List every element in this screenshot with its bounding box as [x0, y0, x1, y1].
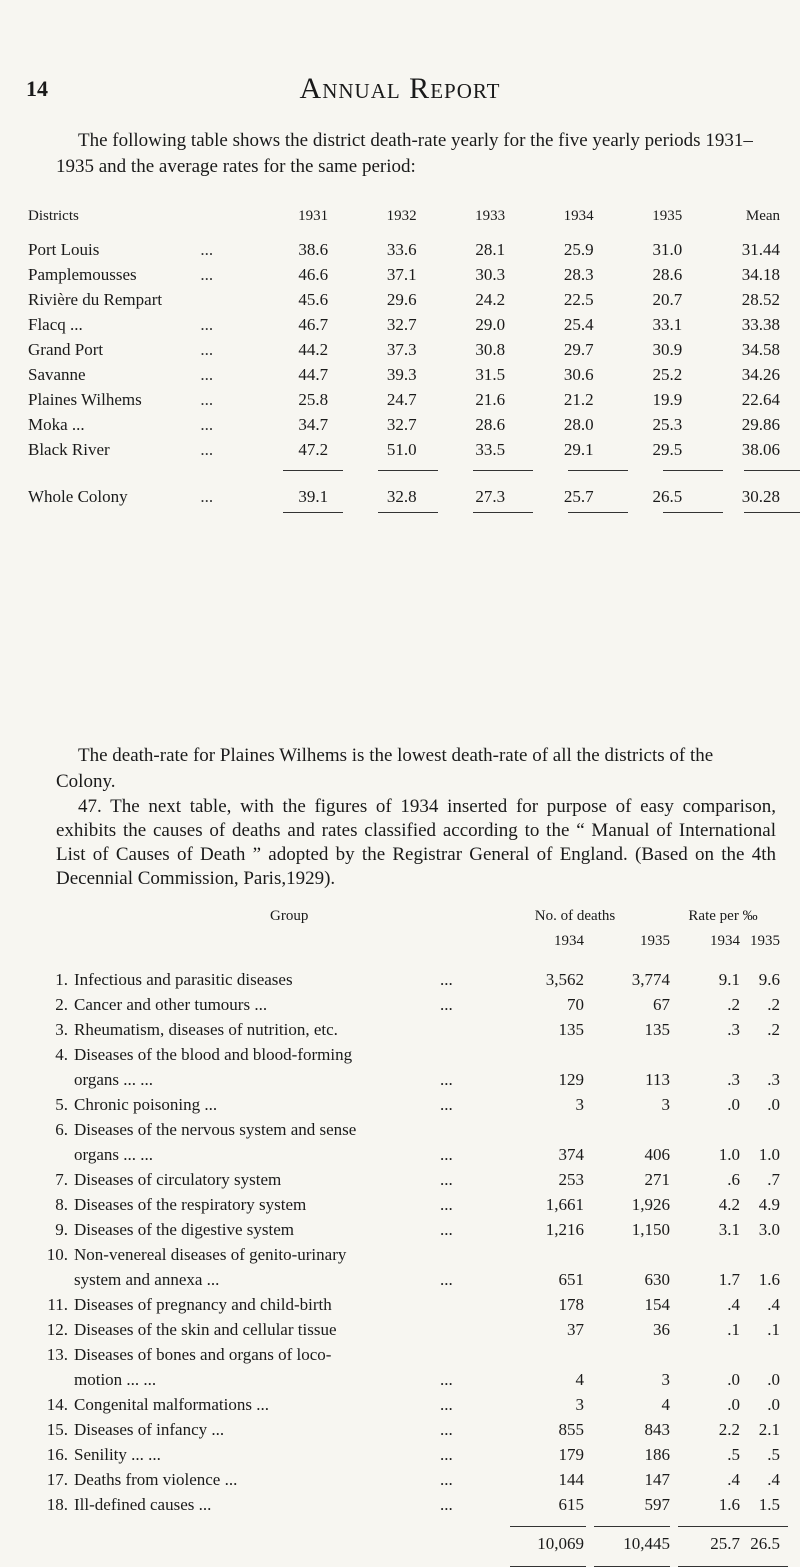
cause-value: 179 [558, 1445, 584, 1464]
cause-number: 13. [46, 1345, 68, 1364]
district-row [28, 412, 780, 437]
cause-row [0, 1295, 800, 1320]
leader-dots: ... [200, 439, 214, 459]
rate-cell: 34.58 [741, 339, 781, 359]
leader-dots: ... [200, 314, 214, 334]
cause-number: 6. [55, 1120, 68, 1139]
cause-label: Rheumatism, diseases of nutrition, etc. [74, 1020, 338, 1039]
rate-cell: 38.6 [298, 239, 329, 259]
cause-value: .2 [767, 995, 780, 1014]
rate-cell: 45.6 [298, 289, 329, 309]
leader-dots: ... [440, 1420, 453, 1439]
cause-number: 17. [46, 1470, 68, 1489]
cause-number: 8. [55, 1195, 68, 1214]
leader-dots: ... [440, 1095, 453, 1114]
rate-cell: 46.7 [298, 314, 329, 334]
cause-value: .5 [767, 1445, 780, 1464]
cause-value: 3 [661, 1370, 670, 1389]
rate-cell: 19.9 [652, 389, 683, 409]
cause-row [0, 995, 800, 1020]
total-rule [594, 1526, 670, 1527]
rate-cell: 44.7 [298, 364, 329, 384]
rate-cell: 25.9 [563, 239, 594, 259]
rate-cell: 25.2 [652, 364, 683, 384]
total-gap [28, 462, 780, 484]
cause-value: 3.1 [718, 1220, 740, 1239]
cause-label: organs ... ... [74, 1145, 154, 1164]
rate-cell: 34.18 [741, 264, 781, 284]
total-rule [744, 470, 800, 471]
cause-value: 1,661 [545, 1195, 584, 1214]
cause-value: .5 [727, 1445, 740, 1464]
rate-cell: 21.2 [563, 389, 594, 409]
header-year: 1935 [652, 207, 683, 224]
rate-cell: 25.4 [563, 314, 594, 334]
rate-cell: 33.6 [386, 239, 417, 259]
plaines-wilhems-note: The death-rate for Plaines Wilhems is the lowest death-rate of all the districts of the Colony. [56, 745, 714, 792]
cause-label: Ill-defined causes ... [74, 1495, 212, 1514]
cause-label: Congenital malformations ... [74, 1395, 269, 1414]
cause-value: 144 [558, 1470, 584, 1489]
cause-row [0, 1020, 800, 1045]
rate-cell: 29.0 [475, 314, 506, 334]
cause-value: 1.0 [758, 1145, 780, 1164]
cause-value: 154 [644, 1295, 670, 1314]
page-number: 14 [26, 76, 48, 101]
rate-cell: 37.1 [386, 264, 417, 284]
header-rate: Rate per ‰ [688, 908, 758, 924]
header-year: 1931 [298, 207, 329, 224]
cause-value: 253 [558, 1170, 584, 1189]
total-value: 26.5 [750, 1534, 780, 1553]
rate-cell: 22.5 [563, 289, 594, 309]
rate-cell: 26.5 [652, 486, 683, 506]
cause-value: 615 [558, 1495, 584, 1514]
rate-cell: 28.1 [475, 239, 506, 259]
cause-value: .2 [727, 995, 740, 1014]
total-rule [663, 512, 723, 513]
cause-value: .0 [727, 1395, 740, 1414]
causes-header-1 [0, 908, 800, 933]
leader-dots: ... [200, 239, 214, 259]
cause-value: 4.9 [758, 1195, 780, 1214]
rate-cell: 31.44 [741, 239, 781, 259]
cause-value: .3 [727, 1020, 740, 1039]
rate-cell: 32.7 [386, 414, 417, 434]
cause-value: 651 [558, 1270, 584, 1289]
cause-value: 4 [575, 1370, 584, 1389]
rate-cell: 29.1 [563, 439, 594, 459]
district-row [28, 262, 780, 287]
rate-cell: 29.86 [741, 414, 781, 434]
total-rule [473, 470, 533, 471]
cause-number: 5. [55, 1095, 68, 1114]
cause-value: 2.2 [718, 1420, 740, 1439]
cause-row [0, 1395, 800, 1420]
rate-cell: 25.3 [652, 414, 683, 434]
cause-row [0, 1270, 800, 1295]
cause-label: Non-venereal diseases of genito-urinary [74, 1245, 347, 1264]
cause-number: 7. [55, 1170, 68, 1189]
cause-value: 406 [644, 1145, 670, 1164]
cause-label: Diseases of bones and organs of loco- [74, 1345, 332, 1364]
paragraph-47: 47. The next table, with the figures of 1934 inserted for purpose of easy comparison, exhibits the causes of deaths and rates classified according to the “ Manual of International List of Causes of Death ” adopted by the Registrar General of England. (Based on the 4th Decennial Commission, Paris,1929). [56, 796, 776, 889]
district-name: Whole Colony [28, 486, 128, 506]
district-table-header [28, 203, 780, 229]
whole-colony-row [28, 484, 780, 509]
cause-value: 3,562 [545, 970, 584, 989]
leader-dots: ... [440, 1170, 453, 1189]
total-rule [283, 512, 343, 513]
cause-label: motion ... ... [74, 1370, 157, 1389]
leader-dots: ... [440, 1220, 453, 1239]
leader-dots: ... [440, 1470, 453, 1489]
district-row [28, 387, 780, 412]
cause-label: organs ... ... [74, 1070, 154, 1089]
cause-label: Cancer and other tumours ... [74, 995, 268, 1014]
total-rule [678, 1526, 742, 1527]
cause-value: 1.0 [718, 1145, 740, 1164]
cause-value: .0 [727, 1095, 740, 1114]
leader-dots: ... [440, 1145, 453, 1164]
cause-number: 15. [46, 1420, 68, 1439]
leader-dots: ... [200, 486, 214, 506]
rate-cell: 21.6 [475, 389, 506, 409]
cause-row [0, 1470, 800, 1495]
rate-cell: 27.3 [475, 486, 506, 506]
cause-value: .4 [767, 1295, 780, 1314]
cause-value: .4 [727, 1470, 740, 1489]
cause-label: Diseases of the digestive system [74, 1220, 295, 1239]
cause-value: 9.1 [718, 970, 740, 989]
cause-number: 14. [46, 1395, 68, 1414]
district-name: Rivière du Rempart [28, 289, 163, 309]
cause-value: 147 [644, 1470, 670, 1489]
rate-cell: 30.28 [741, 486, 781, 506]
leader-dots: ... [440, 970, 453, 989]
rate-cell: 30.6 [563, 364, 594, 384]
cause-value: 1.6 [758, 1270, 780, 1289]
leader-dots: ... [200, 264, 214, 284]
cause-row [0, 1370, 800, 1395]
rate-cell: 29.5 [652, 439, 683, 459]
cause-label: Senility ... ... [74, 1445, 161, 1464]
rate-cell: 25.7 [563, 486, 594, 506]
cause-value: .0 [767, 1095, 780, 1114]
cause-value: .6 [727, 1170, 740, 1189]
leader-dots: ... [440, 995, 453, 1014]
header-group: Group [270, 908, 309, 924]
rate-cell: 24.2 [475, 289, 506, 309]
rate-cell: 28.0 [563, 414, 594, 434]
cause-value: 129 [558, 1070, 584, 1089]
cause-value: 3.0 [758, 1220, 780, 1239]
total-rule [568, 470, 628, 471]
causes-header-2 [0, 933, 800, 958]
cause-row [0, 1345, 800, 1370]
rate-cell: 33.38 [741, 314, 781, 334]
cause-value: 271 [644, 1170, 670, 1189]
leader-dots: ... [440, 1495, 453, 1514]
district-row [28, 312, 780, 337]
cause-value: 1.7 [718, 1270, 740, 1289]
cause-value: .3 [767, 1070, 780, 1089]
cause-value: 36 [653, 1320, 670, 1339]
rate-cell: 28.6 [652, 264, 683, 284]
total-rule [473, 512, 533, 513]
cause-value: .0 [727, 1370, 740, 1389]
total-rule [378, 512, 438, 513]
total-rule [663, 470, 723, 471]
header-districts: Districts [28, 207, 79, 224]
total-gap [0, 1520, 800, 1534]
cause-row [0, 1220, 800, 1245]
causes-total-row [0, 1534, 800, 1559]
leader-dots: ... [440, 1070, 453, 1089]
district-name: Savanne [28, 364, 86, 384]
cause-value: .4 [767, 1470, 780, 1489]
leader-dots: ... [440, 1370, 453, 1389]
cause-value: 186 [644, 1445, 670, 1464]
district-name: Black River [28, 439, 110, 459]
district-name: Plaines Wilhems [28, 389, 142, 409]
cause-row [0, 970, 800, 995]
cause-row [0, 1095, 800, 1120]
rate-cell: 28.3 [563, 264, 594, 284]
cause-value: .0 [767, 1395, 780, 1414]
cause-value: 597 [644, 1495, 670, 1514]
cause-value: 843 [644, 1420, 670, 1439]
rate-cell: 30.9 [652, 339, 683, 359]
cause-number: 1. [55, 970, 68, 989]
cause-value: 855 [558, 1420, 584, 1439]
rate-cell: 33.1 [652, 314, 683, 334]
cause-value: 2.1 [758, 1420, 780, 1439]
rate-cell: 39.1 [298, 486, 329, 506]
rate-cell: 20.7 [652, 289, 683, 309]
rate-cell: 22.64 [741, 389, 781, 409]
total-rule [568, 512, 628, 513]
cause-row [0, 1445, 800, 1470]
cause-row [0, 1120, 800, 1145]
cause-value: 4 [661, 1395, 670, 1414]
leader-dots: ... [440, 1445, 453, 1464]
rate-cell: 51.0 [386, 439, 417, 459]
cause-row [0, 1145, 800, 1170]
cause-label: Diseases of the respiratory system [74, 1195, 307, 1214]
cause-label: Diseases of circulatory system [74, 1170, 282, 1189]
district-row [28, 237, 780, 262]
rate-cell: 31.0 [652, 239, 683, 259]
page-title: Annual Report [299, 72, 501, 105]
district-row [28, 287, 780, 312]
cause-label: Chronic poisoning ... [74, 1095, 218, 1114]
cause-label: Diseases of pregnancy and child-birth [74, 1295, 332, 1314]
cause-value: .3 [727, 1070, 740, 1089]
cause-value: 3 [661, 1095, 670, 1114]
rate-cell: 39.3 [386, 364, 417, 384]
header-year: 1932 [386, 207, 417, 224]
rate-cell: 28.6 [475, 414, 506, 434]
district-table [28, 203, 780, 509]
cause-value: .4 [727, 1295, 740, 1314]
cause-value: 70 [567, 995, 584, 1014]
cause-number: 3. [55, 1020, 68, 1039]
rate-cell: 34.26 [741, 364, 781, 384]
rate-cell: 29.6 [386, 289, 417, 309]
header-year: 1933 [475, 207, 506, 224]
cause-value: 374 [558, 1145, 584, 1164]
cause-value: 113 [645, 1070, 670, 1089]
rate-cell: 32.8 [386, 486, 417, 506]
rate-cell: 30.8 [475, 339, 506, 359]
leader-dots: ... [200, 339, 214, 359]
cause-value: .7 [767, 1170, 780, 1189]
header-gap [28, 229, 780, 237]
district-row [28, 362, 780, 387]
cause-number: 12. [46, 1320, 68, 1339]
rate-cell: 46.6 [298, 264, 329, 284]
cause-value: 3 [575, 1395, 584, 1414]
header-year: 1935 [750, 933, 780, 949]
cause-label: Diseases of the skin and cellular tissue [74, 1320, 337, 1339]
header-year: 1934 [554, 933, 584, 949]
total-rule [378, 470, 438, 471]
cause-value: 4.2 [718, 1195, 740, 1214]
cause-value: 9.6 [758, 970, 780, 989]
rate-cell: 44.2 [298, 339, 329, 359]
rate-cell: 32.7 [386, 314, 417, 334]
total-value: 25.7 [710, 1534, 740, 1553]
district-row [28, 437, 780, 462]
cause-row [0, 1070, 800, 1095]
total-value: 10,069 [537, 1534, 584, 1553]
header-gap [0, 958, 800, 970]
cause-label: Diseases of infancy ... [74, 1420, 225, 1439]
rate-cell: 28.52 [741, 289, 781, 309]
rate-cell: 33.5 [475, 439, 506, 459]
cause-number: 10. [46, 1245, 68, 1264]
header-deaths: No. of deaths [534, 908, 616, 924]
cause-row [0, 1495, 800, 1520]
cause-number: 16. [46, 1445, 68, 1464]
cause-value: 3 [575, 1095, 584, 1114]
district-name: Pamplemousses [28, 264, 137, 284]
cause-row [0, 1170, 800, 1195]
header-year: 1934 [710, 933, 740, 949]
cause-number: 18. [46, 1495, 68, 1514]
leader-dots: ... [200, 389, 214, 409]
cause-row [0, 1045, 800, 1070]
cause-value: .2 [767, 1020, 780, 1039]
cause-value: .1 [727, 1320, 740, 1339]
leader-dots: ... [200, 414, 214, 434]
cause-label: system and annexa ... [74, 1270, 220, 1289]
district-name: Port Louis [28, 239, 100, 259]
cause-number: 11. [47, 1295, 68, 1314]
cause-value: 630 [644, 1270, 670, 1289]
cause-value: .0 [767, 1370, 780, 1389]
district-row [28, 337, 780, 362]
intro-paragraph: The following table shows the district death-rate yearly for the five yearly periods 1931–1935 and the average rates for the same period: [56, 130, 753, 177]
header-year: 1934 [563, 207, 594, 224]
total-rule [744, 512, 800, 513]
leader-dots: ... [440, 1195, 453, 1214]
rate-cell: 34.7 [298, 414, 329, 434]
cause-value: 3,774 [631, 970, 670, 989]
rate-cell: 29.7 [563, 339, 594, 359]
header-year: Mean [745, 207, 781, 224]
cause-value: 37 [567, 1320, 584, 1339]
rate-cell: 37.3 [386, 339, 417, 359]
district-name: Moka ... [28, 414, 85, 434]
rate-cell: 31.5 [475, 364, 506, 384]
header-year: 1935 [640, 933, 670, 949]
rate-cell: 25.8 [298, 389, 329, 409]
rate-cell: 24.7 [386, 389, 417, 409]
rate-cell: 30.3 [475, 264, 506, 284]
cause-value: 1,216 [545, 1220, 584, 1239]
cause-value: 67 [653, 995, 670, 1014]
cause-number: 9. [55, 1220, 68, 1239]
cause-row [0, 1195, 800, 1220]
cause-value: 1.6 [718, 1495, 740, 1514]
leader-dots: ... [440, 1395, 453, 1414]
cause-row [0, 1420, 800, 1445]
cause-value: 178 [558, 1295, 584, 1314]
causes-table [0, 908, 800, 1559]
total-rule [283, 470, 343, 471]
cause-label: Deaths from violence ... [74, 1470, 238, 1489]
cause-value: 1,926 [631, 1195, 670, 1214]
total-rule [738, 1526, 788, 1527]
rate-cell: 38.06 [741, 439, 781, 459]
cause-value: 1,150 [631, 1220, 670, 1239]
cause-label: Diseases of the blood and blood-forming [74, 1045, 353, 1064]
leader-dots: ... [200, 364, 214, 384]
cause-value: 135 [644, 1020, 670, 1039]
district-name: Flacq ... [28, 314, 83, 334]
total-value: 10,445 [623, 1534, 670, 1553]
cause-label: Diseases of the nervous system and sense [74, 1120, 357, 1139]
district-name: Grand Port [28, 339, 104, 359]
cause-number: 4. [55, 1045, 68, 1064]
total-rule [510, 1526, 586, 1527]
cause-label: Infectious and parasitic diseases [74, 970, 293, 989]
cause-value: 1.5 [758, 1495, 780, 1514]
cause-number: 2. [55, 995, 68, 1014]
leader-dots: ... [440, 1270, 453, 1289]
cause-value: .1 [767, 1320, 780, 1339]
cause-row [0, 1245, 800, 1270]
cause-row [0, 1320, 800, 1345]
rate-cell: 47.2 [298, 439, 329, 459]
cause-value: 135 [558, 1020, 584, 1039]
